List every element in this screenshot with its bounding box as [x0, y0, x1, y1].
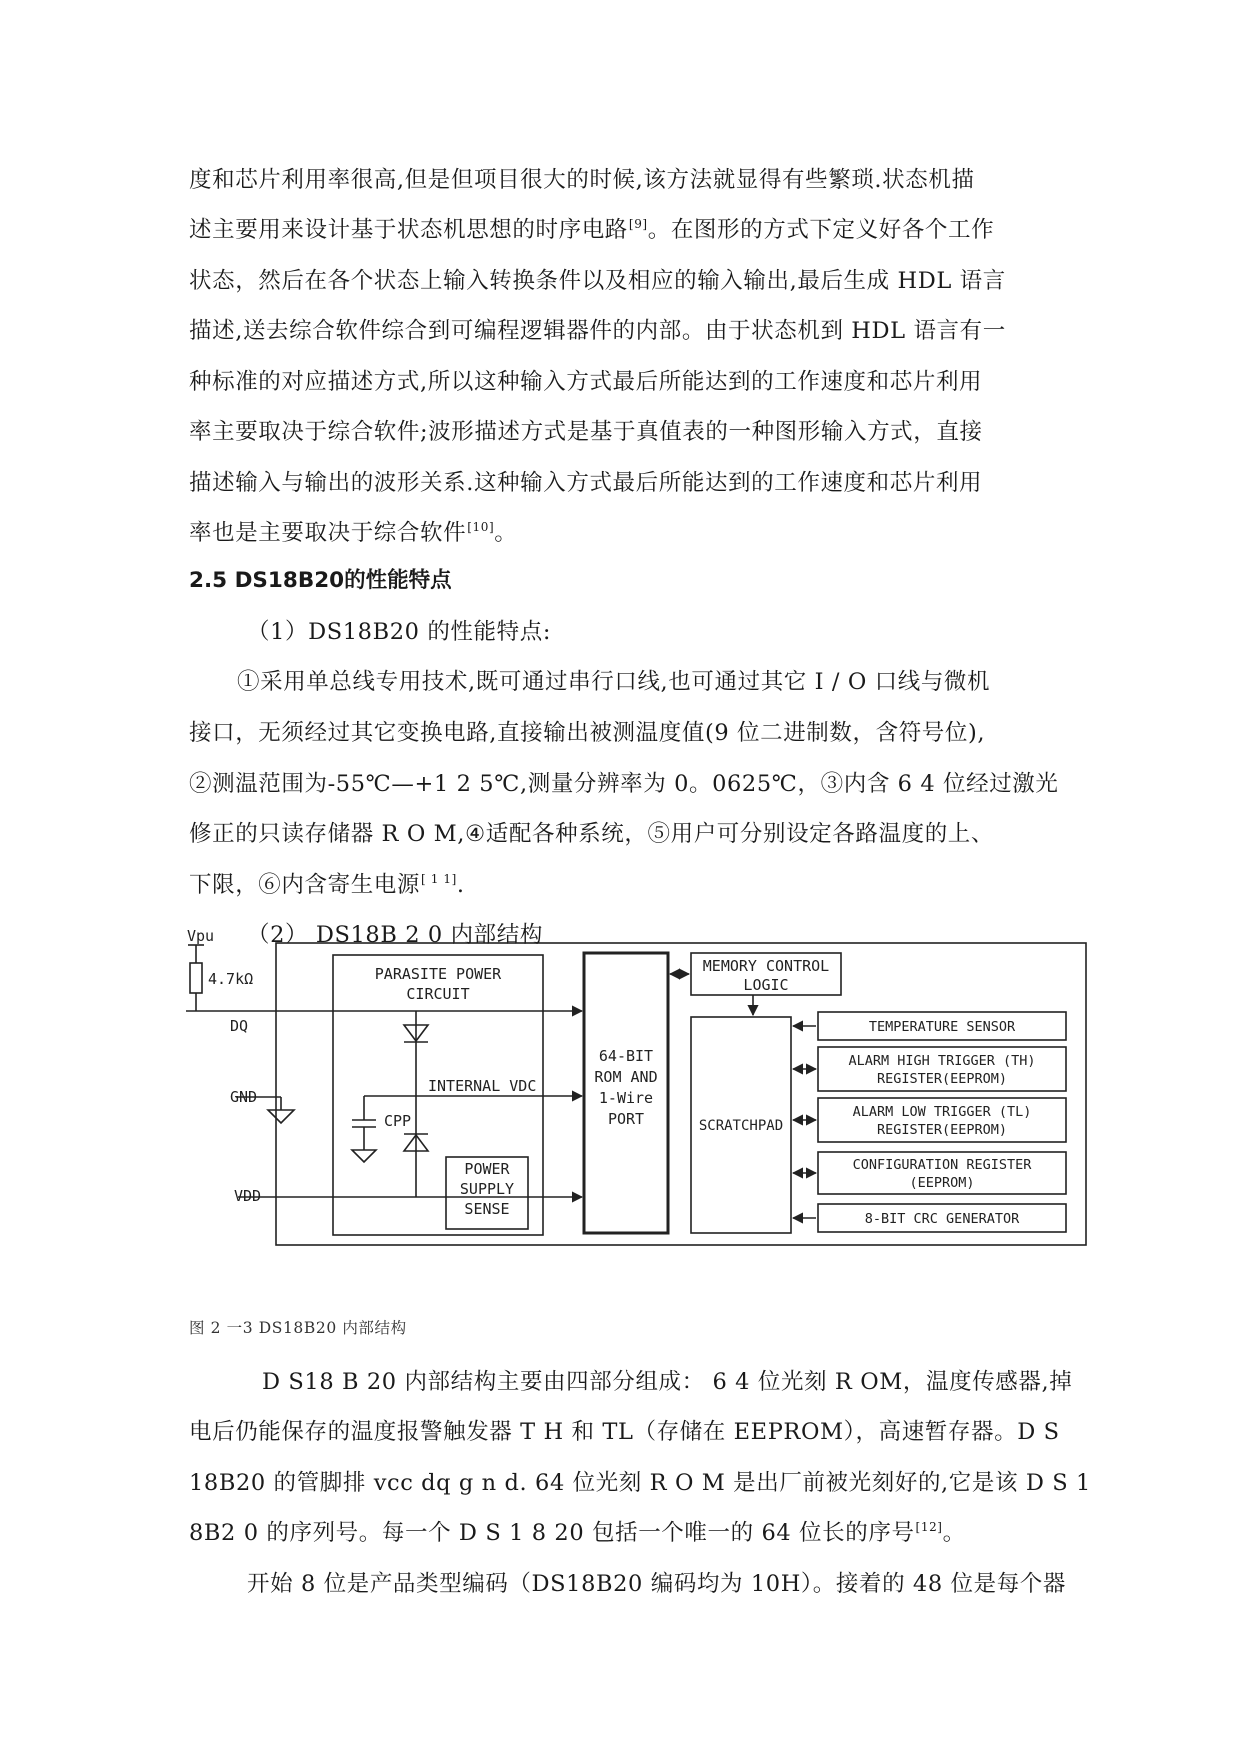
alarm-low-label: REGISTER(EEPROM) [876, 1122, 1008, 1138]
scratchpad-label: SCRATCHPAD [698, 1118, 784, 1134]
ground-icon [352, 1150, 376, 1162]
dq-label: DQ [230, 1017, 249, 1035]
crc-label: 8-BIT CRC GENERATOR [864, 1211, 1020, 1227]
body-text-line: 度和芯片利用率很高,但是但项目很大的时候,该方法就显得有些繁琐.状态机描 [189, 167, 975, 193]
body-text-line: 状态，然后在各个状态上输入转换条件以及相应的输入输出,最后生成 HDL 语言 [189, 268, 1006, 294]
power-label: SUPPLY [459, 1180, 515, 1198]
config-label: (EEPROM) [909, 1175, 975, 1191]
rom-label: ROM AND [594, 1068, 658, 1086]
pullup-resistor-icon [190, 963, 202, 993]
body-text-line: 接口，无须经过其它变换电路,直接输出被测温度值(9 位二进制数，含符号位), [189, 720, 986, 746]
body-text-line: 描述输入与输出的波形关系.这种输入方式最后所能达到的工作速度和芯片利用 [189, 470, 983, 496]
body-text-line: 率主要取决于综合软件;波形描述方式是基于真值表的一种图形输入方式，直接 [189, 419, 983, 445]
memory-control-label: MEMORY CONTROL [702, 957, 830, 975]
body-text-line: D S18 B 20 内部结构主要由四部分组成： 6 4 位光刻 R OM，温度传感器,掉 [262, 1369, 1073, 1395]
citation-ref: [10] [467, 520, 495, 534]
body-text-line: 描述,送去综合软件综合到可编程逻辑器件的内部。由于状态机到 HDL 语言有一 [189, 318, 1006, 344]
vpu-label: Vpu [187, 927, 215, 945]
body-text-line: ②测温范围为-55℃—+1 2 5℃,测量分辨率为 0。0625℃，③内含 6 4 位经过激光 [189, 771, 1059, 797]
rom-label: 64-BIT [598, 1047, 654, 1065]
body-text-line: 种标准的对应描述方式,所以这种输入方式最后所能达到的工作速度和芯片利用 [189, 369, 983, 395]
alarm-high-label: REGISTER(EEPROM) [876, 1071, 1008, 1087]
section-heading: 2.5 DS18B20的性能特点 [189, 568, 452, 593]
subsection-intro: （2） DS18B 2 0 内部结构 [247, 922, 543, 948]
ds18b20-block-diagram [186, 915, 1091, 1285]
body-text-line: 开始 8 位是产品类型编码（DS18B20 编码均为 10H）。接着的 48 位是每个器 [247, 1571, 1067, 1597]
vdd-label: VDD [234, 1187, 262, 1205]
parasite-label: CIRCUIT [406, 985, 470, 1003]
body-text-line: 8B2 0 的序列号。每一个 D S 1 8 20 包括一个唯一的 64 位长的序号[12]。 [189, 1520, 966, 1546]
body-text-line: 修正的只读存储器 R O M,④适配各种系统，⑤用户可分别设定各路温度的上、 [189, 821, 995, 847]
body-text-line: 述主要用来设计基于状态机思想的时序电路[9]。在图形的方式下定义好各个工作 [189, 217, 995, 243]
list-intro: （1）DS18B20 的性能特点: [247, 619, 551, 645]
citation-ref: [12] [915, 1520, 943, 1534]
citation-ref: [9] [628, 217, 648, 231]
body-text-line: 电后仍能保存的温度报警触发器 T H 和 TL（存储在 EEPROM），高速暂存器。D S [189, 1419, 1060, 1445]
temperature-sensor-label: TEMPERATURE SENSOR [868, 1019, 1016, 1035]
body-text-line: 18B20 的管脚排 vcc dq g n d. 64 位光刻 R O M 是出厂前被光刻好的,它是该 D S 1 [189, 1470, 1091, 1496]
config-label: CONFIGURATION REGISTER [852, 1157, 1032, 1173]
gnd-label: GND [230, 1088, 258, 1106]
figure-caption: 图 2 一3 DS18B20 内部结构 [189, 1319, 407, 1337]
power-label: POWER [464, 1160, 510, 1178]
alarm-low-label: ALARM LOW TRIGGER (TL) [852, 1104, 1032, 1120]
body-text-line: ①采用单总线专用技术,既可通过串行口线,也可通过其它 I / O 口线与微机 [237, 669, 991, 695]
resistor-label: 4.7kΩ [208, 970, 254, 988]
citation-ref: [ 1 1] [421, 872, 457, 886]
alarm-high-label: ALARM HIGH TRIGGER (TH) [848, 1053, 1036, 1069]
ground-icon [268, 1110, 294, 1123]
power-label: SENSE [464, 1200, 510, 1218]
chip-outline [276, 943, 1086, 1245]
rom-label: 1-Wire [598, 1089, 654, 1107]
rom-label: PORT [607, 1110, 645, 1128]
cpp-label: CPP [384, 1112, 412, 1130]
memory-control-label: LOGIC [743, 976, 789, 994]
body-text-line: 率也是主要取决于综合软件[10]。 [189, 520, 518, 546]
internal-vdd-label: INTERNAL VDC [428, 1077, 537, 1095]
body-text-line: 下限，⑥内含寄生电源[ 1 1]. [189, 872, 465, 898]
parasite-label: PARASITE POWER [374, 965, 502, 983]
